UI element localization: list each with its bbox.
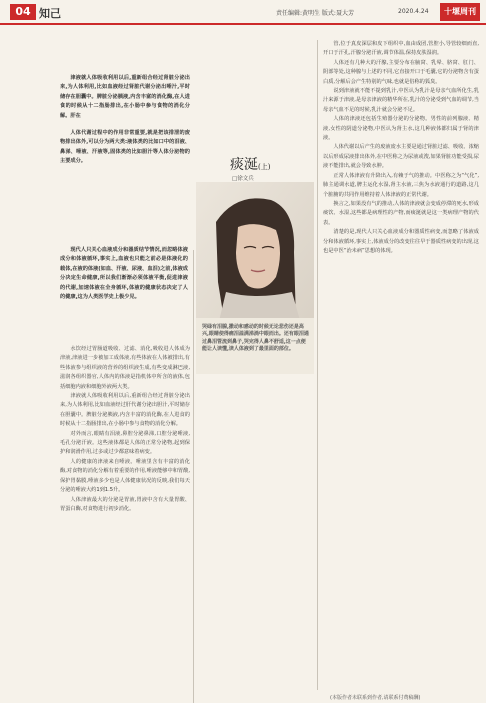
column-divider-right xyxy=(317,40,318,690)
abstract-paragraph: 津液就人体吸收利用以后,重新组合经过肾脏分泌出来,为人体利用,比如血液经过肾脏代谢分泌出唾汁,平时储存在胆囊中。脾脏分泌胰液,内含丰富的消化酶,在人进食的时候从十二指肠排出,在小肠中参与食物的消化分解。肝在 xyxy=(60,75,190,119)
body-paragraph: 正常人体津液有升降出入,有赖于气的推动。中医称之为“气化”,肺主通调水道,脾主运化水湿,肾主水液,三焦为水液通行的道路,这几个脏腑的共同作用维持着人体津液的正常代谢。 xyxy=(323,172,479,198)
sidebar-intro-text: 现代人只关心血液成分和器质结节情况,而忽略体液成分和体液循环,事实上,血液也只能之前必是体液化的载体,在液的体液(如血、汗液、尿液、血泪)之前,体液成分决定生命健康,所以我们渐渐必须体液平衡,促进津液的代谢,加速体液在全身循环,体液的健康状态决定了人的健康,这为人类医学史上极少见。 xyxy=(60,247,188,301)
article-abstract xyxy=(60,74,190,175)
body-paragraph: 换言之,如果没有气的推动,人体的津液就会变成停滞的死水,形成痰饮、水湿,这些都是病理性的产物,而痰涎就是这一类病理产物的代表。 xyxy=(323,200,479,226)
body-column-left xyxy=(60,345,190,690)
article-title xyxy=(230,154,270,174)
body-paragraph: 说到津液就不能不提到乳汁,中医认为乳汁是母亲气血所化生,乳汁来源于津液,是母亲津液的精华所在,乳汁的分泌受到气血的调节,当母亲气血不足的时候,乳汁就会分泌不足。 xyxy=(323,88,479,113)
body-paragraph: 人体的津液还包括生殖器分泌的分泌物。男性的前列腺液、精液,女性的阴道分泌物,中医认为肾主水,这几种液体都归属于肾的津液。 xyxy=(323,116,479,142)
body-paragraph: 人体津液最大的分泌是胃液,胃液中含有大量胃酸、胃蛋白酶,对食物进行初步消化。 xyxy=(60,496,190,512)
body-paragraph: 津液就人体吸收利用以后,重新组合经过肾脏分泌出来,为人体利用,比如血液经过肝代谢分泌出胆汁,平时储存在胆囊中。脾脏分泌胰液,内含丰富的消化酶,在人进食的时候从十二指肠排出,在小肠中参与食物的消化分解。 xyxy=(60,393,190,428)
publication-logo: 十堰周刊 xyxy=(440,3,480,21)
sidebar-intro xyxy=(60,246,188,310)
column-divider-left xyxy=(193,250,194,703)
body-paragraph: 管,位于真皮深层和皮下组织中,血由成团,管腔小,导管较细而直,开口于汗孔,汗腺分泌汗液,调节体温,保持皮肤湿润。 xyxy=(323,41,479,57)
footer-note: (本版作者未联系到作者,请联系付费稿酬) xyxy=(330,695,421,701)
body-paragraph: 人体还有几种大的汗腺,主要分布在腋窝、乳晕、脐窝、肛门、阴部等处,这种腺与上述的不同,它直接开口于毛囊,它的分泌物含有蛋白质,分解后会产生特别的气味,也就是俗称的狐臭。 xyxy=(323,59,479,85)
page-number-badge: 04 xyxy=(10,4,36,20)
abstract-paragraph: 人体代谢过程中的作用非常重要,就是把该排泄的废物排出体外,可以分为两大类:液体类的比如口中的泪液、鼻涕、唾液、汗液等,固体类的比如胆汁等人体分泌物的主要成分。 xyxy=(60,130,190,165)
body-column-right xyxy=(323,40,479,688)
issue-date: 2020.4.24 xyxy=(398,8,429,15)
body-paragraph: 人的健康的津液来自唾液。唾液里含有丰富的消化酶,对食物的消化分解有着重要的作用,唾液能够中和胃酸,保护胃黏膜,唾液多少也是人体健康状况的反映,我们每天分泌的唾液大约1到1.5升。 xyxy=(60,458,190,494)
body-paragraph: 对外而言,眼睛有泪液,鼻腔分泌鼻涕,口腔分泌唾液,毛孔分泌汗液。这些液体都是人体的正常分泌物,起到保护和润滑作用,过多或过少都意味着病变。 xyxy=(60,430,190,456)
editor-credits: 责任编辑:黄明生 版式:聂大芳 xyxy=(276,10,354,17)
header-rule xyxy=(0,23,486,25)
photo-caption: 哭碌有泪腺,撒动和感动的时候无论悲伤还是高兴,眼睛使得痛泪溢满涕淌中眼而出。还有眼泪通过鼻泪管流到鼻子,哭完得人鼻不舒适,这一点便能让人读懂,读人体液到了最里面的部位。 xyxy=(202,324,309,353)
section-title: 知己 xyxy=(39,7,61,20)
body-paragraph: 清楚的是,现代人只关心血液成分和器质性病变,而忽略了体液成分和体液循环,事实上,体液成分的改变往往早于器质性病变的出现,这也是中医“治未病”思想的体现。 xyxy=(323,229,479,254)
body-paragraph: 水饮经过胃肠道吸收、过滤、消化,吸收进人体成为津液,津液进一步被加工成体液,有些体液在人体被排出,有些体液参与组织液的营养的组织液生成,有些变成淋巴液,滋润各组织器官,人体内的体液是指机体中所含的液体,包括细胞内液和细胞外液两大类。 xyxy=(60,346,190,390)
article-byline: □徐文兵 xyxy=(232,176,254,182)
title-suffix: (上) xyxy=(258,163,271,171)
page-header xyxy=(0,0,486,24)
title-text: 痰涎 xyxy=(230,157,258,173)
body-paragraph: 人体代谢以后产生的废液废水主要是通过肾脏过滤、吸收、浓缩以后形成尿液排出体外,在中医称之为尿液或溲,如果肾脏功能受损,尿液不能排出,就会导致水肿。 xyxy=(323,144,479,170)
